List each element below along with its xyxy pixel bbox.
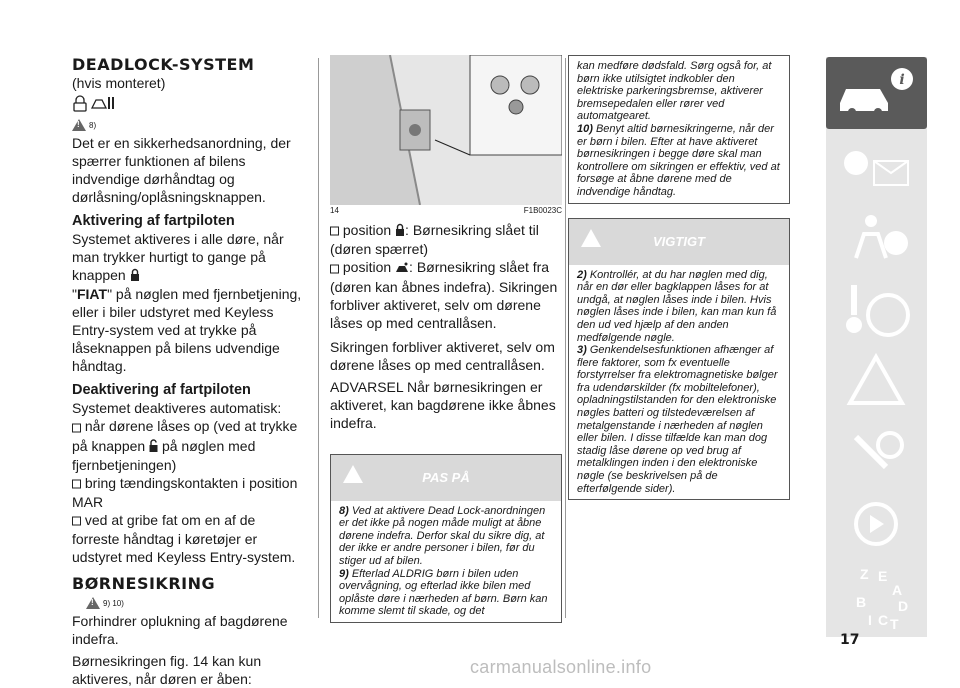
note-10: 10) Benyt altid børnesikringerne, når der er børn i bilen. Efter at have aktiveret børnesikringen i begge døre skal man kontrollere om sikringen er effektiv, ved at forsøge at åbne dørene med de indvendige håndtag. [577,122,780,198]
index-letter: I [868,612,872,628]
index-letter: E [878,568,888,584]
caution-box [330,454,562,623]
bullet-item: position : Børnesikring slået fra (døren kan åbnes indefra). Sikringen forbliver aktiveret, selv om dørene låses op med centrallåsen. [330,259,558,331]
bullet-item: position : Børnesikring slået til (døren spærret) [330,222,539,258]
paragraph: Det er en sikkerhedsanordning, der spærrer funktionen af bilens indvendige dørhåndtag og dørlåsning/oplåsningsknappen. [72,135,291,205]
important-box-header: VIGTIGT [569,219,789,265]
note-9-continued: kan medføre dødsfald. Sørg også for, at børn ikke utilsigtet indkobler den elektriske parkeringsbremse, aktiverer bremsepedalen eller rører ved automatgearet. [577,60,772,123]
tab-emergency[interactable] [826,347,927,417]
tab-maintenance[interactable] [826,417,927,489]
lock-icon [130,267,140,285]
warning-reference: ! 9) 10) [86,596,304,610]
subtitle: (hvis monteret) [72,75,166,91]
paragraph: Børnesikringen fig. 14 kan kun aktiveres, når døren er åben: [72,653,262,688]
note-3: 3) Genkendelsesfunktionen afhænger af flere faktorer, som fx eventuelle forstyrrelser fra elektromagnetiske bølger fra udendørskilder (fx mobiltelefoner), opladningstilstanden for den elektroniske nøgles batteri og tilstedeværelsen af metalgenstande i nærheden af nøglen eller bilen. I disse tilfælde kan man dog stadig låse dørene op ved brug af metalklingen inden i den elektroniske nøgle (se beskrivelsen på de efterfølgende sider). [577,344,778,495]
paragraph-warning: ADVARSEL Når børnesikringen er aktiveret, kan bagdørene ikke åbnes indefra. [330,378,556,431]
figure-caption: 14 F1B0023C [330,206,562,215]
note-8: 8) Ved at aktivere Dead Lock-anordningen er det ikke på nogen måde muligt at åbne dørene indefra. Derfor skal du sikre dig, at der ikke er andre personer i bilen, før du stiger ud af bilen. [339,504,546,567]
heading-activation: Aktivering af fartpiloten [72,213,235,229]
unlock-icon [149,438,158,456]
bullet-item: ved at gribe fat om en af de forreste håndtag i køretøjer er udstyret med Keyless Entry-system. [72,512,296,566]
important-box-body [569,265,789,500]
column-middle [330,55,562,623]
column-left [72,55,304,688]
bullet-item: når dørene låses op (ved at trykke på knappen på nøglen med fjernbetjeningen) [72,418,298,473]
paragraph: Forhindrer oplukning af bagdørene indefra. [72,613,288,648]
warning-reference: ! 8) [72,118,304,132]
section-title-child-lock: BØRNESIKRING [72,574,216,594]
note-9: 9) Efterlad ALDRIG børn i bilen uden overvågning, og efterlad ikke bilen med oplåste døre i nærheden af børn. Børn kan komme slemt til skade, og det [339,567,548,618]
caution-box-body [569,56,789,203]
caution-box-continued [568,55,790,204]
chapter-sidebar [826,57,927,637]
note-2: 2) Kontrollér, at du har nøglen med dig, når en dør eller bagklappen låses for at undgå, at nøglen låses inde i bilen. Hvis nøglen låses inde i bilen, kan man kun få den ud ved hjælp af den anden medfølgende nøgle. [577,268,777,344]
tab-safety[interactable] [826,203,927,275]
lock-icon [395,222,405,240]
index-letter: T [890,616,899,632]
bullet-square-icon [330,260,339,278]
index-letter: C [878,612,889,628]
tab-index[interactable] [826,559,927,637]
tab-multimedia[interactable] [826,489,927,559]
caution-box-body [331,501,561,622]
page-number: 17 [840,632,860,648]
tab-dashboard-lights[interactable] [826,133,927,203]
index-letter: Z [860,566,869,582]
important-box [568,218,790,501]
child-lock-off-icon [395,260,409,278]
tab-car-info-active[interactable] [826,57,927,129]
column-divider [318,58,319,618]
deadlock-key-icon [72,94,304,116]
warning-icon [72,119,86,131]
bullet-square-icon [72,475,81,493]
svg-text:i: i [899,72,905,88]
section-title-deadlock: DEADLOCK-SYSTEM [72,55,255,74]
index-letter: D [898,598,909,614]
index-letter: A [892,582,903,598]
column-right [568,55,790,500]
bullet-square-icon [72,419,81,437]
tab-starting-driving[interactable] [826,275,927,347]
column-divider [565,58,566,618]
paragraph: Systemet deaktiveres automatisk: [72,400,282,417]
heading-deactivation: Deaktivering af fartpiloten [72,382,251,399]
child-lock-figure [330,55,562,205]
caution-box-header: PAS PÅ [331,455,561,501]
watermark: carmanualsonline.info [470,657,652,677]
paragraph: Sikringen forbliver aktiveret, selv om dørene låses op med centrallåsen. [330,338,555,373]
bullet-square-icon [72,512,81,530]
paragraph-activation: Systemet aktiveres i alle døre, når man trykker hurtigt to gange på knappen "FIAT" på nøglen med fjernbetjening, eller i biler udstyret med Keyless Entry-system ved at trykke på låseknappen på bilens udvendige håndtag. [72,231,302,375]
bullet-item: bring tændingskontakten i position MAR [72,474,298,511]
warning-icon [86,597,100,609]
bullet-square-icon [330,222,339,240]
index-letter: B [856,594,867,610]
